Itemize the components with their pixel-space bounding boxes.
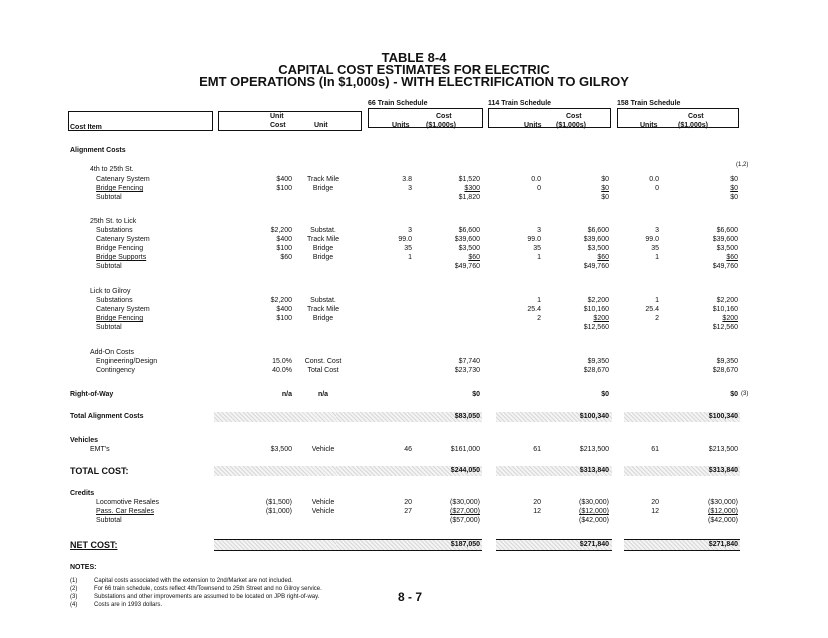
s158-cost-cell: $10,160: [712, 306, 738, 313]
table-row: [0, 413, 828, 422]
unit-cost-header-bottom: Cost: [270, 122, 286, 129]
s114-units-cell: 1: [537, 254, 541, 261]
s66-units-cell: 46: [404, 446, 412, 453]
note-1-num: (1): [70, 578, 78, 584]
s114-units-cell: 2: [537, 315, 541, 322]
s66-cost-cell: $3,500: [458, 245, 480, 252]
unit-cell: Track Mile: [306, 236, 340, 243]
s114-cost-cell: ($12,000): [579, 508, 609, 515]
unit-cost-cell: $400: [276, 236, 292, 243]
unit-cell: Vehicle: [311, 499, 335, 506]
s114-cost-cell: $28,670: [583, 367, 609, 374]
table-row: [0, 437, 828, 446]
s114-units-cell: 1: [537, 297, 541, 304]
note-2-num: (2): [70, 586, 78, 592]
s66-cost-cell: ($57,000): [450, 517, 480, 524]
title-line-1: TABLE 8-4: [381, 50, 447, 65]
row-label: Pass. Car Resales: [96, 508, 154, 515]
s158-units-cell: 12: [651, 508, 659, 515]
row-label: 4th to 25th St.: [90, 166, 134, 173]
s158-cost-cell: ($42,000): [708, 517, 738, 524]
s66-cost-cell: $161,000: [450, 446, 480, 453]
table-row: [0, 176, 828, 185]
s66-cost-cell: $0: [472, 391, 480, 398]
s66-units-cell: 3: [408, 185, 412, 192]
s66-cost-cell: ($27,000): [450, 508, 480, 515]
s114-cost-cell: $39,600: [583, 236, 609, 243]
s158-units-cell: 2: [655, 315, 659, 322]
s114-cost-cell: $49,760: [583, 263, 609, 270]
s158-cost-cell: $12,560: [712, 324, 738, 331]
s158-cost-cell: $100,340: [708, 413, 738, 420]
s66-cost-cell: $6,600: [458, 227, 480, 234]
unit-cost-cell: $3,500: [270, 446, 292, 453]
s158-cost-cell: $3,500: [716, 245, 738, 252]
unit-header-box: [218, 111, 362, 131]
table-row: [0, 508, 828, 517]
s114-cost-cell: $213,500: [579, 446, 609, 453]
unit-cost-cell: $2,200: [270, 227, 292, 234]
row-label: Substations: [96, 227, 133, 234]
note-2-text: For 66 train schedule, costs reflect 4th/Townsend to 25th Street and no Gilroy service.: [94, 586, 322, 592]
s114-units-cell: 20: [533, 499, 541, 506]
table-row: [0, 358, 828, 367]
unit-cost-cell: n/a: [281, 391, 292, 398]
s66-cost-cell: $1,820: [458, 194, 480, 201]
row-label: Total Alignment Costs: [70, 413, 144, 420]
unit-cost-cell: 15.0%: [272, 358, 292, 365]
s114-cost-header-top: Cost: [566, 113, 582, 120]
s114-cost-cell: $0: [601, 194, 609, 201]
schedule-114-label: 114 Train Schedule: [488, 100, 552, 107]
s114-units-cell: 12: [533, 508, 541, 515]
unit-cell: Const. Cost: [304, 358, 342, 365]
table-row: [0, 288, 828, 297]
s66-units-header: Units: [392, 122, 410, 129]
s158-cost-header-bottom: ($1,000s): [678, 122, 708, 129]
s114-cost-cell: $9,350: [587, 358, 609, 365]
s114-cost-cell: $0: [601, 176, 609, 183]
s158-units-cell: 0: [655, 185, 659, 192]
unit-cell: Substat.: [310, 227, 336, 234]
s66-cost-cell: $23,730: [454, 367, 480, 374]
s158-cost-cell: $0: [730, 194, 738, 201]
s114-cost-cell: $0: [601, 391, 609, 398]
row-label: Substations: [96, 297, 133, 304]
s158-cost-cell: $313,840: [708, 467, 738, 474]
row-label: Right-of-Way: [70, 391, 114, 398]
s158-cost-cell: ($30,000): [708, 499, 738, 506]
s114-cost-cell: $313,840: [579, 467, 609, 474]
s158-cost-cell: $213,500: [708, 446, 738, 453]
s66-cost-cell: $187,050: [450, 541, 480, 548]
unit-cost-cell: $100: [276, 245, 292, 252]
s158-units-cell: 1: [655, 297, 659, 304]
schedule-66-label: 66 Train Schedule: [368, 100, 428, 107]
table-row: [0, 185, 828, 194]
s66-units-cell: 35: [404, 245, 412, 252]
unit-cost-cell: ($1,500): [265, 499, 292, 506]
row-label: Catenary System: [96, 236, 150, 243]
s158-cost-cell: $271,840: [708, 541, 738, 548]
row-label: Locomotive Resales: [96, 499, 160, 506]
unit-cost-cell: ($1,000): [265, 508, 292, 515]
s158-units-cell: 1: [655, 254, 659, 261]
unit-cell: n/a: [317, 391, 329, 398]
s66-cost-cell: $244,050: [450, 467, 480, 474]
row-label: Catenary System: [96, 306, 150, 313]
s66-cost-cell: $39,600: [454, 236, 480, 243]
s114-units-cell: 0.0: [531, 176, 541, 183]
table-row: [0, 218, 828, 227]
row-label: NET COST:: [70, 540, 118, 550]
unit-cost-header-top: Unit: [270, 113, 284, 120]
row-label: Credits: [70, 490, 95, 497]
unit-cell: Vehicle: [311, 446, 335, 453]
unit-cell: Track Mile: [306, 306, 340, 313]
row-label: Subtotal: [96, 194, 122, 201]
s66-units-cell: 1: [408, 254, 412, 261]
s158-cost-header-top: Cost: [688, 113, 704, 120]
s114-cost-cell: $200: [593, 315, 609, 322]
s66-units-cell: 3: [408, 227, 412, 234]
unit-cell: Vehicle: [311, 508, 335, 515]
s158-units-cell: 0.0: [649, 176, 659, 183]
note-4-num: (4): [70, 602, 78, 608]
row-label: Subtotal: [96, 263, 122, 270]
unit-cell: Bridge: [312, 185, 334, 192]
s66-cost-cell: $49,760: [454, 263, 480, 270]
table-row: [0, 254, 828, 263]
page-number: 8 - 7: [398, 590, 423, 604]
table-row: [0, 490, 828, 499]
s158-cost-cell: ($12,000): [708, 508, 738, 515]
s114-units-cell: 0: [537, 185, 541, 192]
table-row: [0, 446, 828, 455]
schedule-158-label: 158 Train Schedule: [617, 100, 681, 107]
table-row: [0, 263, 828, 272]
row-label: Subtotal: [96, 517, 122, 524]
row-label: 25th St. to Lick: [90, 218, 137, 225]
s158-units-cell: 25.4: [645, 306, 659, 313]
table-row: [0, 541, 828, 550]
note-1-text: Capital costs associated with the extension to 2nd/Market are not included.: [94, 578, 293, 584]
s114-cost-cell: $100,340: [579, 413, 609, 420]
s158-units-cell: 35: [651, 245, 659, 252]
s66-cost-cell: $1,520: [458, 176, 480, 183]
s158-units-header: Units: [640, 122, 658, 129]
s114-units-cell: 3: [537, 227, 541, 234]
s158-cost-cell: $39,600: [712, 236, 738, 243]
row-label: EMT's: [90, 446, 110, 453]
s66-cost-cell: $300: [464, 185, 480, 192]
table-row: [0, 391, 828, 400]
table-row: [0, 367, 828, 376]
s158-cost-cell: $0: [730, 391, 738, 398]
row-label: Bridge Fencing: [96, 245, 144, 252]
footnote-ref: (1,2): [736, 162, 749, 168]
s158-cost-cell: $200: [722, 315, 738, 322]
s158-cost-cell: $2,200: [716, 297, 738, 304]
s66-units-cell: 20: [404, 499, 412, 506]
table-row: [0, 236, 828, 245]
s158-units-cell: 3: [655, 227, 659, 234]
s114-cost-cell: $12,560: [583, 324, 609, 331]
s114-units-header: Units: [524, 122, 542, 129]
row-label: Subtotal: [96, 324, 122, 331]
s158-cost-cell: $0: [730, 176, 738, 183]
s66-cost-header-top: Cost: [436, 113, 452, 120]
unit-cell: Bridge: [312, 315, 334, 322]
s114-cost-cell: $6,600: [587, 227, 609, 234]
row-label: TOTAL COST:: [70, 466, 129, 476]
s114-cost-cell: ($42,000): [579, 517, 609, 524]
table-row: [0, 349, 828, 358]
unit-cost-cell: $2,200: [270, 297, 292, 304]
table-row: [0, 297, 828, 306]
unit-header: Unit: [314, 122, 328, 129]
unit-cost-cell: 40.0%: [272, 367, 292, 374]
cost-item-header: Cost Item: [70, 124, 102, 131]
table-row: [0, 315, 828, 324]
s66-cost-cell: $83,050: [454, 413, 480, 420]
note-4-text: Costs are in 1993 dollars.: [94, 602, 163, 608]
title-line-3: EMT OPERATIONS (In $1,000s) - WITH ELECTRIFICATION TO GILROY: [199, 74, 629, 89]
table-row: [0, 499, 828, 508]
s114-cost-header-bottom: ($1,000s): [556, 122, 586, 129]
s114-cost-cell: $271,840: [579, 541, 609, 548]
row-label: Add-On Costs: [90, 349, 134, 356]
note-3-num: (3): [70, 594, 78, 600]
table-row: [0, 517, 828, 526]
s114-cost-cell: $3,500: [587, 245, 609, 252]
s66-units-cell: 27: [404, 508, 412, 515]
s114-cost-cell: $10,160: [583, 306, 609, 313]
table-row: [0, 162, 828, 175]
s114-units-cell: 61: [533, 446, 541, 453]
unit-cell: Bridge: [312, 245, 334, 252]
row-label: Bridge Fencing: [96, 315, 144, 322]
row-label: Engineering/Design: [96, 358, 158, 365]
row-label: Lick to Gilroy: [90, 288, 131, 295]
s158-cost-cell: $60: [726, 254, 738, 261]
table-row: [0, 227, 828, 236]
s158-cost-cell: $28,670: [712, 367, 738, 374]
s158-cost-cell: $0: [730, 185, 738, 192]
s66-cost-header-bottom: ($1,000s): [426, 122, 456, 129]
footnote-ref: (3): [741, 391, 749, 397]
table-row: [0, 306, 828, 315]
unit-cell: Bridge: [312, 254, 334, 261]
s66-cost-cell: $7,740: [458, 358, 480, 365]
table-row: [0, 467, 828, 476]
unit-cell: Total Cost: [307, 367, 339, 374]
unit-cost-cell: $100: [276, 315, 292, 322]
s66-units-cell: 3.8: [402, 176, 412, 183]
s158-cost-cell: $49,760: [712, 263, 738, 270]
row-label: Vehicles: [70, 437, 99, 444]
table-row: [0, 147, 828, 156]
unit-cost-cell: $60: [280, 254, 292, 261]
notes-heading: NOTES:: [70, 564, 97, 571]
s66-units-cell: 99.0: [398, 236, 412, 243]
s114-units-cell: 99.0: [527, 236, 541, 243]
s114-units-cell: 25.4: [527, 306, 541, 313]
row-label: Contingency: [96, 367, 135, 374]
unit-cost-cell: $100: [276, 185, 292, 192]
row-label: Bridge Fencing: [96, 185, 144, 192]
schedule-114-header-box: [488, 108, 611, 128]
row-label: Alignment Costs: [70, 147, 126, 154]
s158-units-cell: 99.0: [645, 236, 659, 243]
unit-cost-cell: $400: [276, 306, 292, 313]
s158-units-cell: 20: [651, 499, 659, 506]
s114-cost-cell: ($30,000): [579, 499, 609, 506]
s114-units-cell: 35: [533, 245, 541, 252]
s114-cost-cell: $2,200: [587, 297, 609, 304]
table-row: [0, 324, 828, 333]
s158-units-cell: 61: [651, 446, 659, 453]
s114-cost-cell: $0: [601, 185, 609, 192]
s114-cost-cell: $60: [597, 254, 609, 261]
s158-cost-cell: $9,350: [716, 358, 738, 365]
unit-cell: Track Mile: [306, 176, 340, 183]
title-line-2: CAPITAL COST ESTIMATES FOR ELECTRIC: [278, 62, 550, 77]
unit-cost-cell: $400: [276, 176, 292, 183]
unit-cell: Substat.: [310, 297, 336, 304]
s66-cost-cell: ($30,000): [450, 499, 480, 506]
row-label: Catenary System: [96, 176, 150, 183]
table-row: [0, 194, 828, 203]
table-row: [0, 245, 828, 254]
s158-cost-cell: $6,600: [716, 227, 738, 234]
row-label: Bridge Supports: [96, 254, 147, 261]
s66-cost-cell: $60: [468, 254, 480, 261]
note-3-text: Substations and other improvements are assumed to be located on JPB right-of-way.: [94, 594, 320, 600]
